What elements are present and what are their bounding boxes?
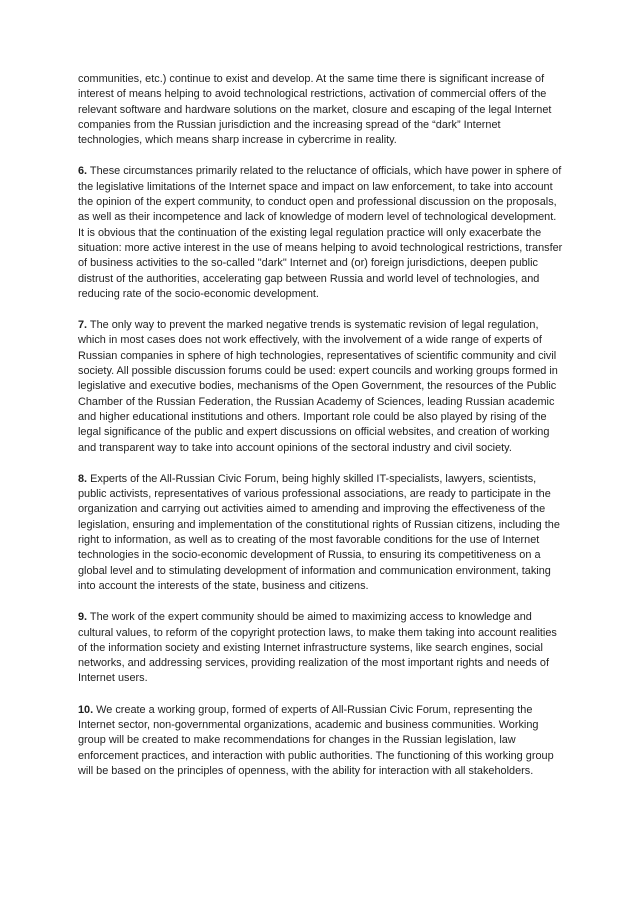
document-page <box>78 72 565 795</box>
paragraph-text: These circumstances primarily related to the reluctance of officials, which have power in sphere of the legislative limitations of the Internet space and impact on law enforcement, to take into account the opinion of the expert community, to conduct open and professional discussion on the proposals, as well as their incompetence and lack of knowledge of modern level of technological development. It is obvious that the continuation of the existing legal regulation practice will only exacerbate the situation: more active interest in the use of means helping to avoid technological restrictions, transfer of business activities to the so-called "dark" Internet and (or) foreign jurisdictions, deepen public distrust of the authorities, accelerating gap between Russia and world level of technologies, and reducing rate of the socio-economic development. <box>78 165 563 300</box>
paragraph-number: 8. <box>78 472 88 485</box>
paragraph-8 <box>78 472 565 594</box>
paragraph-continued <box>78 72 565 148</box>
paragraph-text: The work of the expert community should be aimed to maximizing access to knowledge and cultural values, to reform of the copyright protection laws, to make them taking into account realities of the information society and existing Internet infrastructure systems, like search engines, social networks, and addressing services, providing realization of the most important rights and needs of Internet users. <box>78 611 557 685</box>
paragraph-number: 9. <box>78 611 88 624</box>
paragraph-text: Experts of the All-Russian Civic Forum, being highly skilled IT-specialists, lawyers, scientists, public activists, representatives of various professional associations, are ready to participate in the organization and carrying out activities aimed to amending and improving the effectiveness of the legislation, ensuring and implementation of the constitutional rights of Russian citizens, including the right to information, as well as to creating of the most favorable conditions for the use of Internet technologies in the socio-economic development of Russia, to ensuring its competitiveness on a global level and to stimulating development of information and communication environment, taking into account the interests of the state, business and citizens. <box>78 472 560 592</box>
paragraph-number: 6. <box>78 165 88 178</box>
paragraph-9 <box>78 610 565 686</box>
paragraph-text: communities, etc.) continue to exist and develop. At the same time there is significant increase of interest of means helping to avoid technological restrictions, activation of commercial offers of the relevant software and hardware solutions on the market, closure and escaping of the legal Internet companies from the Russian jurisdiction and the increasing spread of the “dark” Internet technologies, which means sharp increase in cybercrime in reality. <box>78 73 552 147</box>
paragraph-10 <box>78 703 565 779</box>
paragraph-number: 10. <box>78 703 94 716</box>
paragraph-text: We create a working group, formed of experts of All-Russian Civic Forum, representing the Internet sector, non-governmental organizations, academic and business communities. Working group will be created to make recommendations for changes in the Russian legislation, law enforcement practices, and interaction with public authorities. The functioning of this working group will be based on the principles of openness, with the ability for interaction with all stakeholders. <box>78 703 554 777</box>
paragraph-text: The only way to prevent the marked negative trends is systematic revision of legal regulation, which in most cases does not work effectively, with the involvement of a wide range of experts of Russian companies in sphere of high technologies, representatives of scientific community and civil society. All possible discussion forums could be used: expert councils and working groups formed in legislative and executive bodies, mechanisms of the Open Government, the resources of the Public Chamber of the Russian Federation, the Russian Academy of Sciences, leading Russian academic and higher educational institutions and others. Important role could be also played by rising of the legal significance of the public and expert discussions on official websites, and creation of working and transparent way to take into account opinions of the sectoral industry and civil society. <box>78 319 558 454</box>
paragraph-6 <box>78 164 565 302</box>
paragraph-7 <box>78 318 565 456</box>
paragraph-number: 7. <box>78 319 88 332</box>
